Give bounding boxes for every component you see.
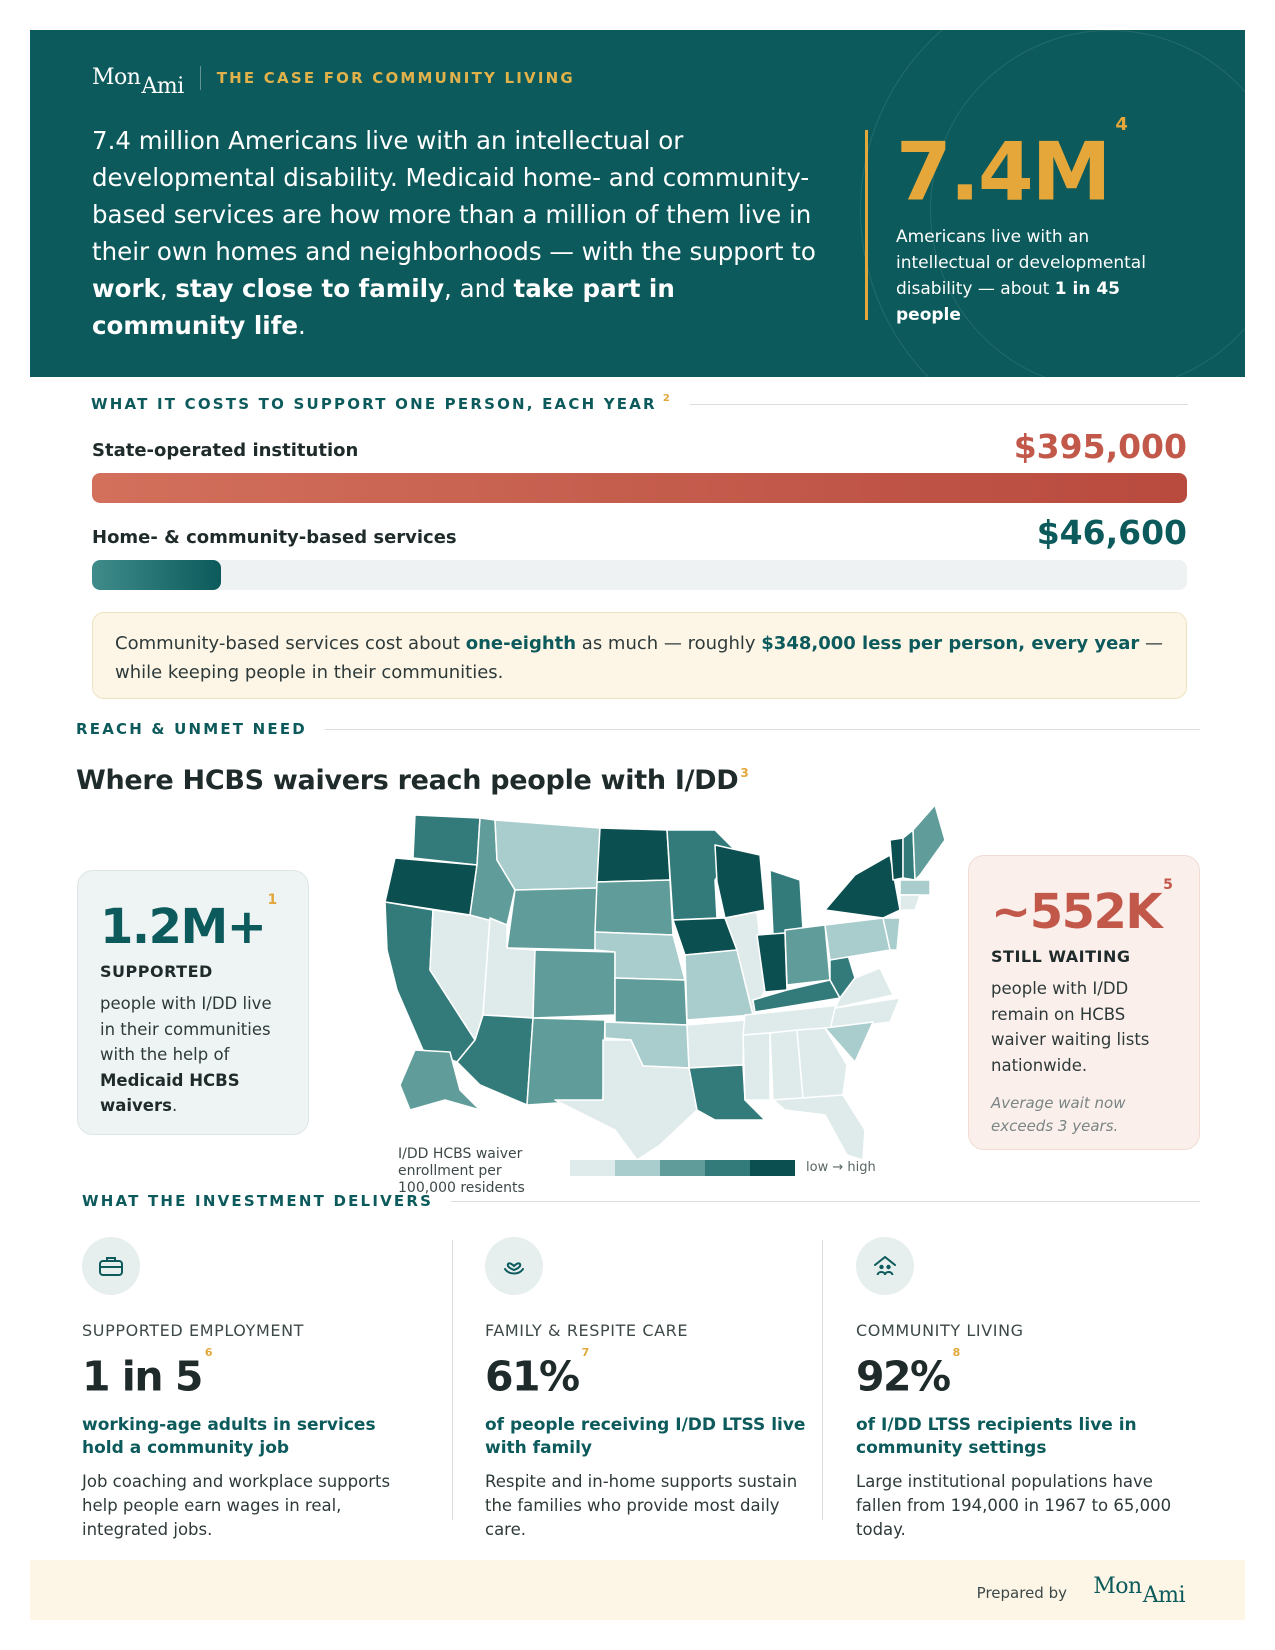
family-kicker: FAMILY & RESPITE CARE — [485, 1321, 689, 1340]
state-arkansas — [687, 1020, 745, 1068]
investment-family — [485, 1237, 825, 1542]
state-washington — [413, 815, 480, 865]
supported-card — [77, 870, 309, 1135]
hcbs-value: $46,600 — [1036, 513, 1187, 552]
legend-swatch-3 — [660, 1160, 705, 1176]
hero-stat-block — [865, 114, 1195, 325]
waiting-stat: ~552K $^5$ — [991, 877, 1173, 940]
waiting-kicker: STILL WAITING — [991, 947, 1131, 966]
legend-end-label: low → high — [806, 1160, 876, 1175]
mon-ami-footer-logo: MonAmi — [1093, 1574, 1185, 1608]
heart-hand-icon — [485, 1237, 543, 1295]
hero-stat-desc: Americans live with an intellectual or developmental disability — about 1 in 45 people — [896, 226, 1146, 325]
waiting-body: people with I/DD remain on HCBS waiver waiting lists nationwide. — [991, 979, 1150, 1075]
hero-banner — [30, 30, 1245, 377]
state-wyoming — [507, 888, 597, 950]
employment-kicker: SUPPORTED EMPLOYMENT — [82, 1321, 305, 1340]
briefcase-icon — [82, 1237, 140, 1295]
brand-divider — [200, 66, 201, 90]
institution-value: $395,000 — [1013, 427, 1187, 466]
family-stat: 61%$^7$ — [485, 1346, 590, 1401]
column-divider — [452, 1240, 453, 1520]
legend-label: I/DD HCBS waiver enrollment per 100,000 residents — [398, 1146, 525, 1196]
waiting-note: Average wait now exceeds 3 years. — [991, 1094, 1126, 1135]
family-sub: of people receiving I/DD LTSS live with family — [485, 1414, 806, 1458]
us-choropleth-map — [385, 800, 945, 1160]
employment-stat: 1 in $5^6$ — [82, 1346, 213, 1401]
mon-ami-logo: MonAmi — [92, 65, 184, 99]
hcbs-label: Home- & community-based services — [92, 527, 457, 548]
reach-section-title: REACH & UNMET NEED — [76, 720, 1200, 738]
legend-swatch-4 — [705, 1160, 750, 1176]
state-montana — [495, 820, 600, 890]
state-connecticut — [900, 895, 920, 910]
state-north-dakota — [597, 828, 670, 882]
hero-stat-value: $7.4M^4$ — [896, 114, 1128, 219]
supported-kicker: SUPPORTED — [100, 962, 213, 981]
state-ohio — [785, 925, 830, 985]
hero-intro: 7.4 million Americans live with an intellectual or developmental disability. Medicaid home- and community-based services are how more than a million of them live in their own homes and neighborhoods — with the support to work, stay close to family, and take part in community life. — [92, 126, 816, 340]
state-vermont — [890, 838, 903, 880]
prepared-by-label: Prepared by — [976, 1584, 1067, 1602]
legend-swatch-2 — [615, 1160, 660, 1176]
state-colorado — [533, 950, 615, 1018]
state-pennsylvania — [825, 918, 890, 960]
hero-eyebrow: THE CASE FOR COMMUNITY LIVING — [216, 69, 575, 87]
state-maine — [913, 805, 945, 880]
home-people-icon — [856, 1237, 914, 1295]
hcbs-bar — [92, 560, 221, 590]
brand-header — [92, 65, 575, 99]
investment-section-title: WHAT THE INVESTMENT DELIVERS — [82, 1192, 1200, 1210]
institution-bar — [92, 473, 1187, 503]
supported-body: people with I/DD live in their communities with the help of Medicaid HCBS waivers. — [100, 994, 272, 1115]
cost-callout: Community-based services cost about one-eighth as much — roughly $348,000 less per person, every year — while keeping people in their communities. — [92, 612, 1187, 699]
state-michigan — [770, 870, 803, 935]
state-mississippi — [743, 1033, 770, 1100]
state-kansas — [615, 978, 687, 1025]
community-body: Large institutional populations have fallen from 194,000 in 1967 to 65,000 today. — [856, 1471, 1172, 1539]
column-divider — [822, 1240, 823, 1520]
investment-community — [856, 1237, 1196, 1542]
community-kicker: COMMUNITY LIVING — [856, 1321, 1024, 1340]
waiting-card — [968, 855, 1200, 1150]
map-legend — [570, 1160, 795, 1176]
employment-sub: working-age adults in services hold a community job — [82, 1414, 376, 1458]
state-massachusetts — [900, 880, 930, 895]
state-south-dakota — [595, 880, 673, 935]
state-new-mexico — [527, 1018, 605, 1105]
investment-employment — [82, 1237, 422, 1542]
community-sub: of I/DD LTSS recipients live in community settings — [856, 1414, 1137, 1458]
community-stat: 92%$^8$ — [856, 1346, 961, 1401]
institution-label: State-operated institution — [92, 440, 359, 461]
legend-swatch-5 — [750, 1160, 795, 1176]
family-body: Respite and in-home supports sustain the families who provide most daily care. — [485, 1471, 798, 1539]
state-new-york — [825, 855, 900, 918]
state-florida — [773, 1095, 865, 1160]
supported-stat: 1.2M+ $^1$ — [100, 892, 278, 955]
employment-body: Job coaching and workplace supports help people earn wages in real, integrated jobs. — [82, 1471, 391, 1539]
hcbs-bar-track — [92, 560, 1187, 590]
legend-swatch-1 — [570, 1160, 615, 1176]
institution-bar-track — [92, 473, 1187, 503]
state-wisconsin — [715, 845, 765, 918]
footer — [30, 1560, 1245, 1620]
reach-heading: Where HCBS waivers reach people with I/DD $^3$ — [76, 765, 749, 796]
costs-section-title: WHAT IT COSTS TO SUPPORT ONE PERSON, EACH YEAR 2 — [91, 395, 1188, 413]
